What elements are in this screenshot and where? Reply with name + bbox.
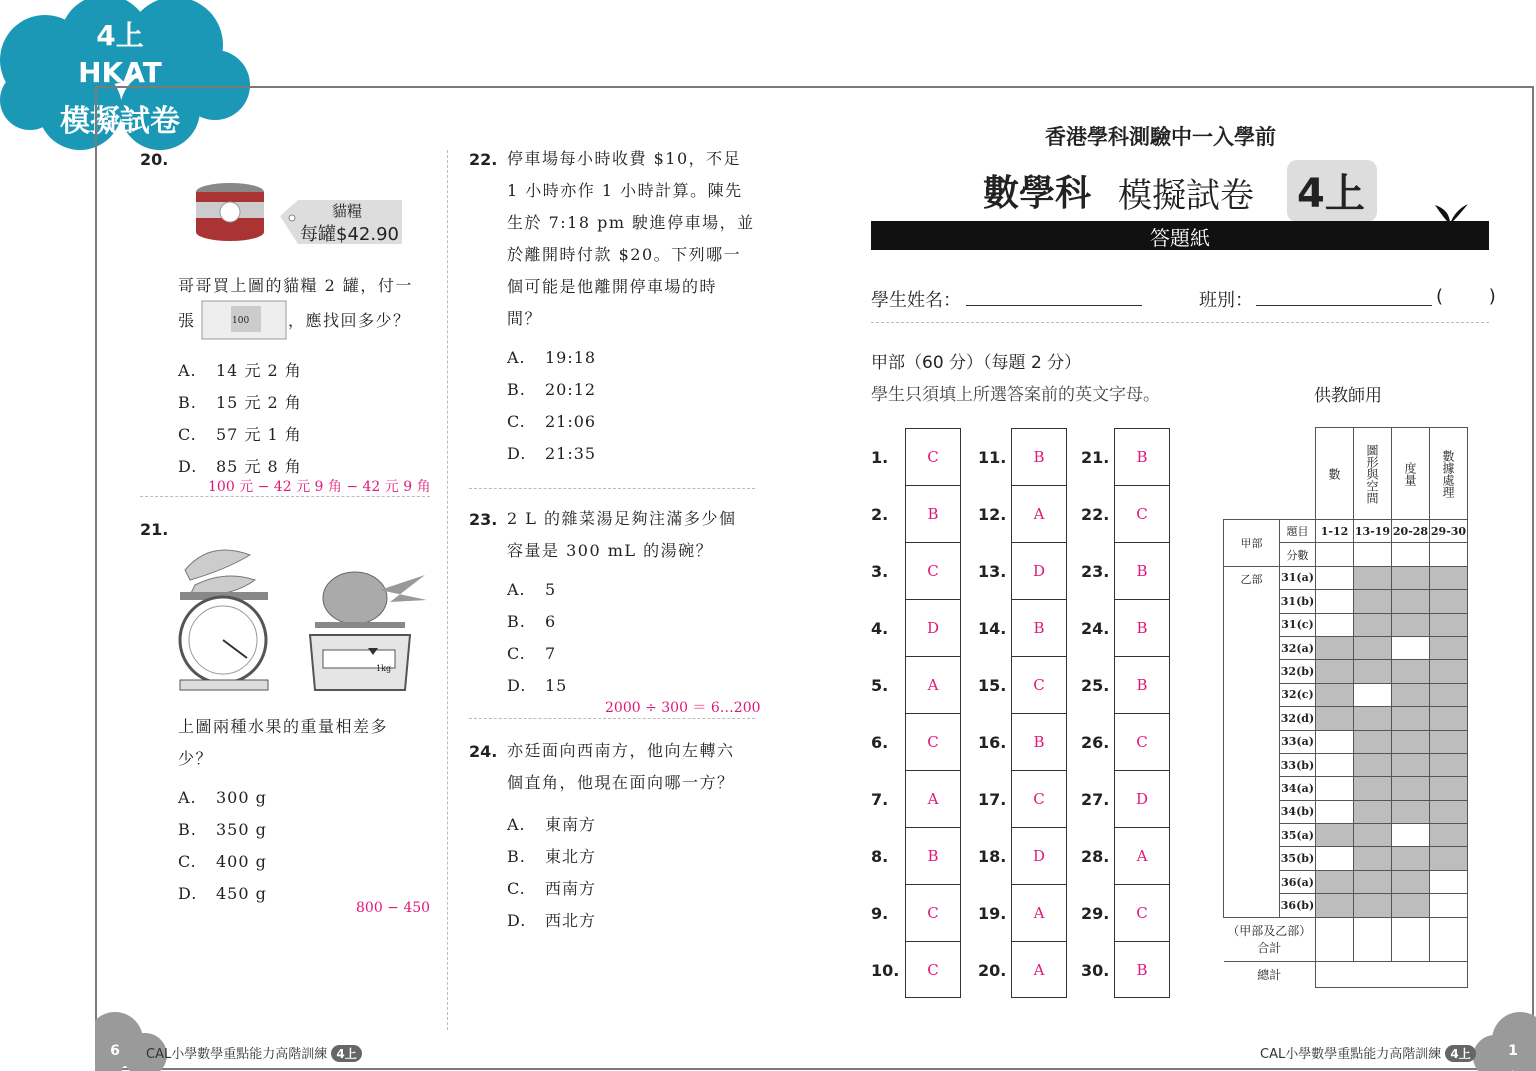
answer-box[interactable]: B [1011,713,1067,770]
student-name-label: 學生姓名： [871,290,961,311]
question-text: 少？ [178,749,214,768]
score-cell [1354,707,1392,730]
answer-sheet-title: 答題紙 [1150,226,1210,250]
score-cell [1430,566,1468,589]
question-number: 20. [140,150,169,169]
answer-box[interactable]: B [1114,428,1170,485]
sub-question: 35(b) [1280,847,1316,870]
answer-option: B. 20:12 [507,380,597,399]
answer-number: 25. [1081,676,1110,695]
score-cell[interactable] [1430,894,1468,917]
answer-number: 12. [978,505,1007,524]
score-cell [1392,683,1430,706]
answer-box[interactable]: B [905,827,961,884]
answer-option: B. 東北方 [507,847,597,866]
question-text: ，應找回多少？ [288,311,411,330]
answer-option: B. 6 [507,612,557,631]
score-table [1223,427,1468,988]
answer-box[interactable]: B [905,485,961,542]
answer-box[interactable]: A [1011,884,1067,941]
answer-number: 21. [1081,448,1110,467]
question-range: 1-12 [1316,520,1354,543]
answer-box[interactable]: C [1114,884,1170,941]
sub-question: 34(a) [1280,777,1316,800]
question-text: 間？ [507,309,543,328]
teacher-use-label: 供教師用 [1314,386,1382,406]
score-cell [1392,613,1430,636]
score-cell [1354,660,1392,683]
answer-box[interactable]: D [1011,542,1067,599]
answer-number: 8. [871,847,889,866]
answer-box[interactable]: C [905,713,961,770]
page-number-right: 1 [1498,1036,1528,1066]
score-cell [1430,660,1468,683]
score-cell[interactable] [1316,590,1354,613]
score-cell[interactable] [1316,777,1354,800]
answer-number: 26. [1081,733,1110,752]
score-cell[interactable] [1392,636,1430,659]
answer-option: B. 15 元 2 角 [178,393,302,412]
score-cell [1430,707,1468,730]
score-cell [1354,870,1392,893]
exam-subtitle: 香港學科測驗中一入學前 [1045,125,1276,149]
answer-number: 23. [1081,562,1110,581]
answer-option: D. 15 [507,676,568,695]
score-cell [1430,847,1468,870]
score-cell [1430,753,1468,776]
sub-question: 32(d) [1280,707,1316,730]
score-cell [1392,566,1430,589]
sub-question: 31(c) [1280,613,1316,636]
question-text: 1 小時亦作 1 小時計算。陳先 [507,181,743,200]
score-cell [1354,824,1392,847]
answer-number: 15. [978,676,1007,695]
topic-header: 數據處理 [1430,428,1468,520]
score-cell [1430,636,1468,659]
total-cell[interactable] [1316,961,1468,987]
answer-box[interactable]: A [1114,827,1170,884]
answer-number: 22. [1081,505,1110,524]
score-cell [1316,870,1354,893]
topic-header: 圖形與空間 [1354,428,1392,520]
section-title: 甲部（60 分）（每題 2 分） [871,353,1082,373]
student-name-field[interactable] [966,305,1142,306]
answer-option: A. 300 g [178,788,267,807]
answer-option: B. 350 g [178,820,267,839]
section-b-label: 乙部 [1224,566,1280,917]
class-field[interactable] [1256,305,1432,306]
score-cell [1316,824,1354,847]
banknote-value: 100 [232,316,250,326]
score-label: 分數 [1280,543,1316,566]
answer-number: 9. [871,904,889,923]
score-cell[interactable] [1316,847,1354,870]
score-cell [1354,566,1392,589]
answer-box[interactable]: C [905,884,961,941]
answer-option: D. 21:35 [507,444,597,463]
question-text: 個直角，他現在面向哪一方？ [507,773,735,792]
answer-option: D. 85 元 8 角 [178,457,302,476]
answer-box[interactable]: D [905,599,961,656]
score-cell [1354,894,1392,917]
sub-question: 36(a) [1280,870,1316,893]
question-number: 24. [469,742,498,761]
score-cell[interactable] [1316,566,1354,589]
answer-option: C. 57 元 1 角 [178,425,302,444]
badge-level: 4上 [96,19,144,52]
score-cell [1354,590,1392,613]
answer-number: 3. [871,562,889,581]
answer-number: 2. [871,505,889,524]
score-cell [1430,730,1468,753]
score-cell [1354,613,1392,636]
answer-option: D. 西北方 [507,911,597,930]
score-cell[interactable] [1316,613,1354,636]
subtotal-label: （甲部及乙部）合計 [1224,917,1316,961]
question-text: 張 [178,311,196,330]
sub-question: 32(c) [1280,683,1316,706]
score-cell [1392,777,1430,800]
score-cell [1354,800,1392,823]
answer-number: 11. [978,448,1007,467]
score-cell [1430,800,1468,823]
sub-question: 32(b) [1280,660,1316,683]
sub-question: 32(a) [1280,636,1316,659]
answer-box[interactable]: A [905,656,961,713]
answer-box[interactable]: D [1011,827,1067,884]
question-text: 2 L 的雜菜湯足夠注滿多少個 [507,509,737,528]
question-text: 停車場每小時收費 $10，不足 [507,149,742,168]
answer-number: 18. [978,847,1007,866]
answer-number: 13. [978,562,1007,581]
answer-option: A. 5 [507,580,557,599]
score-cell [1316,660,1354,683]
question-text: 上圖兩種水果的重量相差多 [178,717,389,736]
answer-box[interactable]: B [1114,941,1170,998]
answer-option: A. 14 元 2 角 [178,361,302,380]
answer-option: A. 19:18 [507,348,597,367]
answer-box[interactable]: A [905,770,961,827]
answer-number: 24. [1081,619,1110,638]
answer-number: 27. [1081,790,1110,809]
question-text: 容量是 300 mL 的湯碗？ [507,541,714,560]
sub-question: 34(b) [1280,800,1316,823]
column-divider [447,150,448,1030]
exam-level: 4上 [1297,171,1365,217]
question-number: 23. [469,510,498,529]
total-label: 總計 [1257,967,1282,982]
score-cell [1316,683,1354,706]
answer-working: 2000 ÷ 300 ＝ 6…200 [605,700,761,716]
question-text: 生於 7:18 pm 駛進停車場，並 [507,213,755,232]
score-cell [1354,847,1392,870]
exam-subject: 數學科 [983,173,1092,214]
answer-option: C. 西南方 [507,879,597,898]
question-text: 亦廷面向西南方，他向左轉六 [507,741,735,760]
score-cell [1316,707,1354,730]
scale-label: 1kg [376,664,392,673]
class-number-field[interactable]: ( ) [1436,286,1496,307]
answer-option: C. 21:06 [507,412,597,431]
question-number: 22. [469,150,498,169]
score-cell [1316,894,1354,917]
sub-question: 33(a) [1280,730,1316,753]
score-cell [1392,847,1430,870]
score-cell[interactable] [1316,753,1354,776]
answer-box[interactable]: B [1114,656,1170,713]
answer-number: 20. [978,961,1007,980]
score-cell [1392,800,1430,823]
answer-box[interactable]: C [1011,656,1067,713]
answer-number: 6. [871,733,889,752]
score-cell[interactable] [1316,730,1354,753]
score-cell [1354,730,1392,753]
answer-working: 800 − 450 [356,900,431,916]
answer-number: 1. [871,448,889,467]
score-cell[interactable] [1392,824,1430,847]
answer-number: 29. [1081,904,1110,923]
score-cell [1392,870,1430,893]
sub-question: 31(a) [1280,566,1316,589]
score-cell [1316,636,1354,659]
question-range: 13-19 [1354,520,1392,543]
footer-brand-left: CAL小學數學重點能力高階訓練 4上 [146,1043,362,1062]
answer-box[interactable]: A [1011,941,1067,998]
score-cell[interactable] [1316,800,1354,823]
score-cell [1430,683,1468,706]
question-number: 21. [140,520,169,539]
sub-question: 36(b) [1280,894,1316,917]
answer-option: A. 東南方 [507,815,597,834]
answer-number: 10. [871,961,900,980]
class-label: 班別： [1199,290,1253,311]
topic-header: 數 [1316,428,1354,520]
answer-box[interactable]: A [1011,485,1067,542]
score-cell [1354,753,1392,776]
exam-type: 模擬試卷 [1118,176,1254,216]
sub-question: 35(a) [1280,824,1316,847]
score-cell [1354,636,1392,659]
score-cell [1430,824,1468,847]
answer-number: 4. [871,619,889,638]
answer-box[interactable]: B [1114,542,1170,599]
answer-box[interactable]: D [1114,770,1170,827]
answer-option: C. 7 [507,644,557,663]
badge-hkat: HKAT [78,56,162,89]
question-text: 個可能是他離開停車場的時 [507,277,718,296]
answer-number: 30. [1081,961,1110,980]
answer-box[interactable]: C [905,428,961,485]
answer-box[interactable]: B [1011,599,1067,656]
answer-box[interactable]: B [1011,428,1067,485]
answer-box[interactable]: C [1114,713,1170,770]
score-cell [1392,753,1430,776]
answer-box[interactable]: C [905,941,961,998]
score-cell [1392,707,1430,730]
score-cell [1392,660,1430,683]
question-range: 29-30 [1430,520,1468,543]
score-cell[interactable] [1430,870,1468,893]
score-cell [1430,590,1468,613]
question-range-label: 題目 [1280,520,1316,543]
answer-number: 5. [871,676,889,695]
score-cell [1392,590,1430,613]
answer-number: 14. [978,619,1007,638]
answer-box[interactable]: C [1011,770,1067,827]
score-cell [1392,894,1430,917]
score-cell [1430,613,1468,636]
answer-number: 16. [978,733,1007,752]
score-cell[interactable] [1354,683,1392,706]
page-number-left: 6 [100,1036,130,1066]
section-instruction: 學生只須填上所選答案前的英文字母。 [871,385,1160,405]
topic-header: 度量 [1392,428,1430,520]
answer-number: 17. [978,790,1007,809]
score-cell [1392,730,1430,753]
section-a-label: 甲部 [1224,520,1280,567]
answer-option: C. 400 g [178,852,267,871]
question-text: 哥哥買上圖的貓糧 2 罐，付一 [178,276,413,295]
price-tag-price: 每罐$42.90 [300,224,399,245]
answer-box[interactable]: C [1114,485,1170,542]
question-range: 20-28 [1392,520,1430,543]
sub-question: 31(b) [1280,590,1316,613]
score-cell [1430,777,1468,800]
answer-box[interactable]: C [905,542,961,599]
badge-title: 模擬試卷 [60,104,180,139]
score-cell [1354,777,1392,800]
sub-question: 33(b) [1280,753,1316,776]
price-tag-label: 貓糧 [332,202,363,220]
answer-working: 100 元 − 42 元 9 角 − 42 元 9 角 [208,479,431,495]
fruit-scales-image [175,540,435,695]
answer-number: 7. [871,790,889,809]
answer-box[interactable]: B [1114,599,1170,656]
question-text: 於離開時付款 $20。下列哪一 [507,245,742,264]
answer-number: 28. [1081,847,1110,866]
footer-brand-right: CAL小學數學重點能力高階訓練 4上 [1260,1043,1476,1062]
answer-number: 19. [978,904,1007,923]
answer-option: D. 450 g [178,884,267,903]
